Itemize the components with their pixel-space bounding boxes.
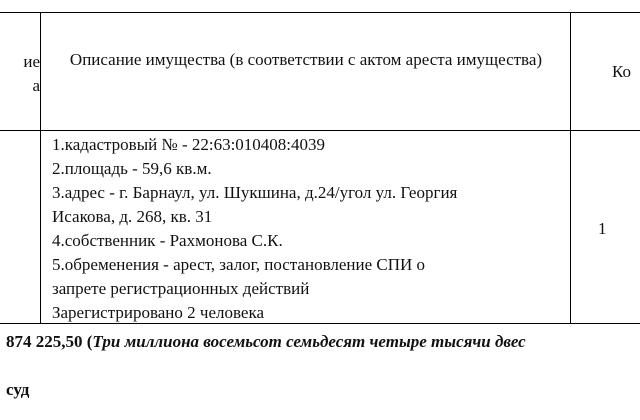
description-line: 5.обременения - арест, залог, постановление СПИ о [52, 255, 426, 274]
table-column-divider-1 [40, 12, 41, 324]
header-left-fragment-line-2: а [32, 76, 40, 95]
price-amount: 874 225,50 ( [6, 332, 93, 351]
description-column-header: Описание имущества (в соответствии с актом ареста имущества) [69, 50, 543, 69]
description-line: 4.собственник - Рахмонова С.К. [52, 231, 283, 250]
table-top-border [0, 12, 640, 13]
header-left-fragment-line-1: ие [23, 52, 40, 71]
description-line: 1.кадастровый № - 22:63:010408:4039 [52, 135, 326, 154]
description-line: 3.адрес - г. Барнаул, ул. Шукшина, д.24/угол ул. Георгия [52, 183, 458, 202]
price-line [6, 330, 526, 354]
property-description [52, 133, 457, 325]
description-line: 2.площадь - 59,6 кв.м. [52, 159, 212, 178]
table-header-left-fragment [0, 50, 40, 98]
price-in-words: Три миллиона восемьсот семьдесят четыре тысячи двес [92, 332, 526, 351]
quantity-value: 1 [598, 219, 607, 238]
description-line: Исакова, д. 268, кв. 31 [52, 207, 213, 226]
description-line: Зарегистрировано 2 человека [52, 303, 265, 322]
table-header-bottom-border [0, 130, 640, 131]
court-text-fragment: суд [6, 380, 30, 399]
quantity-column-header: Ко [612, 62, 631, 81]
table-column-divider-2 [570, 12, 571, 324]
description-line: запрете регистрационных действий [52, 279, 310, 298]
